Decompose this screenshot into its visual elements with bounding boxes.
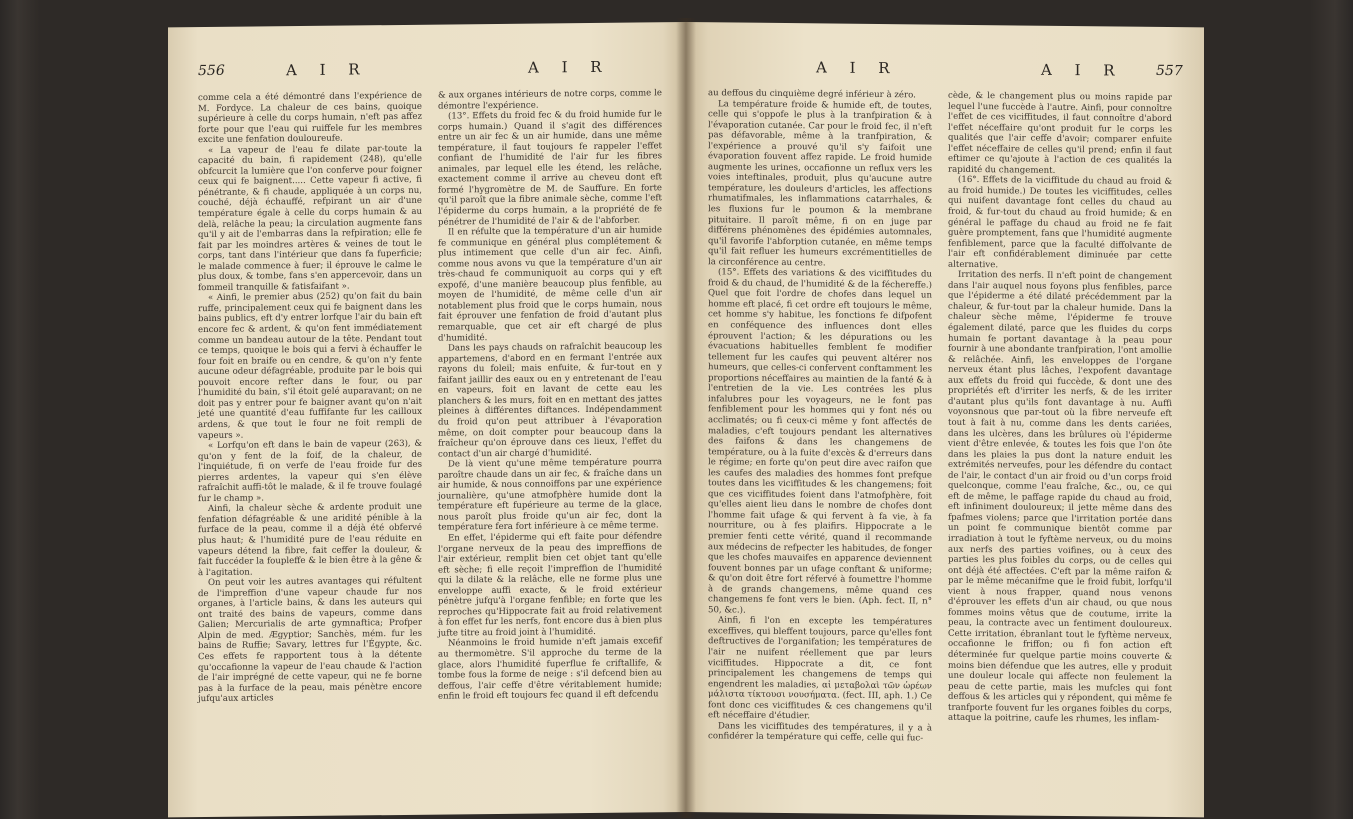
text-column-1 [198,91,422,705]
paragraph: Irritation des nerfs. Il n'eft point de changement dans l'air auquel nous foyons plus fenfibles, parce que l'épiderme a été dilaté précédemment par la chaleur, & fur-tout par la chaleur humide. Dans la chaleur sèche même, l'épiderme fe trouve également dilaté, parce que les fluides du corps humain fe portant davantage à la peau pour fournir à une abondante tranfpiration, l'ont amollie & relâchée. Ainfi, les enveloppes de l'organe nerveux étant plus lâches, l'expofent davantage aux effets du froid qui fuccède, & dont une des propriétés eft d'irriter les nerfs, & de les irriter d'autant plus qu'ils font davantage à nu. Auffi voyonsnous que par-tout où la fibre nerveufe eft tout à fait à nu, comme dans les dents cariées, dans les ulcères, dans les brûlures où l'épiderme vient d'être enlevée, & toutes les fois que l'on ôte dans les plaies la pus dont la nature enduit les extrémités nerveufes, pour les défendre du contact de l'air, le contact d'un air froid ou d'un corps froid quelconque, comme l'eau fraîche, &c., ou, ce qui eft de même, le paffage rapide du chaud au froid, eft infiniment douloureux; il jette même dans des fpafmes violens; parce que l'irritation portée dans un point fe communique bientôt comme par irradiation à tout le fyftème nerveux, ou du moins aux nerfs des parties voifines, ou à ceux des parties les plus foibles du corps, ou de celles qui ont déjà été affectées. C'eft par la même raifon & par le même mécanifme que le froid fubit, lorfqu'il vient à nous frapper, quand nous venons d'éprouver les effets d'un air chaud, ou que nous fommes moins vêtus que de coutume, irrite la peau, la contracte avec un fentiment douloureux. Cette irritation, ébranlant tout le fyftème nerveux, occafionne le friffon; ou fi fon action eft déterminée fur quelque partie moins couverte & moins bien défendue que les autres, elle y produit une douleur locale qui affecte non feulement la peau de cette partie, mais les mufcles qui font deffous & les articles qui y répondent, qui même fe tranfporte fouvent fur les organes foibles du corps, attaque la poitrine, caufe les rhumes, les inflam- [948,270,1172,726]
paragraph: (16°. Effets de la viciffitude du chaud au froid & au froid humide.) De toutes les viciffitudes, celles qui nuifent davantage font celles du chaud au froid, & fur-tout du chaud au froid humide; & en général le paffage du chaud au froid ne fe fait guère promptement, fans que l'humidité augmente fenfiblement, parce que la faculté diffolvante de l'air eft confidérablement diminuée par cette alternative. [948,175,1172,271]
paragraph: Il en réfulte que la température d'un air humide fe communique en général plus complétement & plus intimement que celle d'un air fec. Ainfi, comme nous avons vu que la température d'un air très-chaud fe communiquoit au corps qui y eft expofé, d'une manière beaucoup plus fenfible, au moyen de l'humidité, de même celle d'un air notablement plus froid que le corps humain, nous fait éprouver une fenfation de froid d'autant plus remarquable, que cet air eft chargé de plus d'humidité. [438,225,662,344]
page-number: 556 [198,62,225,80]
paragraph: au deffous du cinquième degré inférieur à zéro. [708,88,916,101]
paragraph: Dans les viciffitudes des températures, il y a à confidérer la température qui ceffe, celle qui fuc- [708,721,932,744]
paragraph: (13°. Effets du froid fec & du froid humide fur le corps humain.) Quand il s'agit des différences entre un air fec & un air humide, dans une même température, il faut toujours fe rappeler l'effet confiant de l'humidité de l'air fur les fibres animales, par lequel elle les étend, les relâche, exactement comme il arrive au cheveu dont eft formé l'hygromètre de M. de Sauffure. En forte qu'il paroît que la fibre animale sèche, comme l'eft l'épiderme du corps humain, a la propriété de fe pénétrer de l'humidité de l'air & de l'abforber. [438,109,662,228]
paragraph: « La vapeur de l'eau fe dilate par-toute la capacité du bain, fi rapidement (248), qu'elle obfcurcit la lumière que l'on conferve pour foigner ceux qui fe baignent..... Cette vapeur fi active, fi pénétrante, & fi chaude, appliquée à un corps nu, couché, déjà échauffé, refpirant un air d'une température égale à celle du corps humain & au delà, relâche la peau; la circulation augmente fans qu'il y ait de l'embarras dans la refpiration; elle fe fait par les moindres artères & veines de tout le corps, tant dans l'intérieur que dans fa fuperficie; le malade commence à fuer; il éprouve le calme le plus doux, & tombe, fans s'en appercevoir, dans un fommeil tranquille & fatisfaifant ». [198,143,422,293]
paragraph: & aux organes intérieurs de notre corps, comme le démontre l'expérience. [438,88,662,112]
paragraph: En effet, l'épiderme qui eft faite pour défendre l'organe nerveux de la peau des impreffions de l'air extérieur, remplit bien cet objet tant qu'elle eft sèche; fi elle reçoit l'impreffion de l'humidité qui la dilate & la relâche, elle ne forme plus une enveloppe auffi exacte, & le froid extérieur pénètre jufqu'à l'organe fenfible; en forte que les reproches qu'Hippocrate fait au froid relativement à fon effet fur les nerfs, font encore dus à bien plus jufte titre au froid joint à l'humidité. [438,531,662,639]
right-page [686,22,1204,817]
paragraph: Ainfi, fi l'on en excepte les températures exceffives, qui bleffent toujours, parce qu'elles font deftructives de l'organifation; les températures de l'air ne nuifent réellement que par leurs viciffitudes. Hippocrate a dit, ce font principalement les changemens de temps qui engendrent les maladies, αἱ μεταβολαὶ τῶν ὡρέων μάλιστα τίκτουσι νουσήματα. (fect. III, aph. 1.) Ce font donc ces viciffitudes & ces changemens qu'il eft néceffaire d'étudier. [708,615,932,722]
paragraph: La température froide & humide eft, de toutes, celle qui s'oppofe le plus à la tranfpiration & à l'évaporation cutanée. Car pour le froid fec, il n'eft pas défavorable, même à la tranfpiration, & l'expérience a prouvé qu'il s'y faifoit une évaporation fouvent affez rapide. Le froid humide augmente les urines, occafionne un reflux vers les voies inteftinales, produit, plus qu'aucune autre température, les douleurs d'articles, les affections rhumatifmales, les inflammations catarrhales, & les fluxions fur le poumon & la membrane pituitaire. Il paroît même, fi on en juge par différens phénomènes des épidémies automnales, qu'il favorife l'abforption cutanée, en même temps qu'il fait refluer les humeurs excrémentitielles de la circonférence au centre. [708,98,932,269]
running-headword-right: A I R [528,57,611,77]
paragraph: « Lorfqu'on eft dans le bain de vapeur (263), & qu'on y fent de la foif, de la chaleur, de l'inquiétude, fi on verfe de l'eau froide fur des pierres ardentes, la vapeur qui s'en élève rafraîchit auffi-tôt le malade, & il fe trouve foulagé fur le champ ». [198,438,422,504]
text-column-1 [708,88,932,744]
paragraph: Néanmoins le froid humide n'eft jamais excefif au thermomètre. S'il approche du terme de la glace, alors l'humidité fuperflue fe criftallife, & tombe fous la forme de neige : s'il defcend bien au deffous, l'air ceffe d'être véritablement humide; enfin le froid eft toujours fec quand il eft defcendu [438,636,662,702]
paragraph: comme cela a été démontré dans l'expérience de M. Fordyce. La chaleur de ces bains, quoique supérieure à celle du corps humain, n'eft pas affez forte pour que l'eau qui ruiffele fur les membres excite une fenfation douloureufe. [198,90,422,146]
running-headword-right: A I R [1041,60,1124,80]
paragraph: De là vient qu'une même température pourra paroître chaude dans un air fec, & fraîche dans un air humide, & nous connoiffons par une expérience journalière, qu'une atmofphère humide dont la température eft fupérieure au terme de la glace, nous paroît plus froide qu'un air fec, dont la température fera fort inférieure à ce même terme. [438,457,662,534]
paragraph: Ainfi, la chaleur sèche & ardente produit une fenfation défagréable & une aridité pénible à la furface de la peau, comme il a déjà été obfervé plus haut; & l'humidité pure de l'eau réduite en vapeurs détend la fibre, fait ceffer la douleur, & fait fuccéder la foupleffe & le bien être à la gêne & à l'agitation. [198,502,422,578]
paragraph: cède, & le changement plus ou moins rapide par lequel l'une fuccède à l'autre. Ainfi, pour connoître l'effet de ces viciffitudes, il faut connoître d'abord l'effet néceffaire qu'ont produit fur le corps les qualités que l'air ceffe d'avoir; comparer enfuite l'effet néceffaire de celles qu'il prend; enfin il faut eftimer ce qu'ajoute à l'action de ces qualités la rapidité du changement. [948,90,1172,176]
text-column-2 [948,91,1172,726]
text-column-2 [438,88,662,702]
paragraph: « Ainfi, le premier abus (252) qu'on fait du bain ruffe, principalement ceux qui fe baignent dans les bains publics, eft d'y entrer lorfque l'air du bain eft encore fec & ardent, & qu'on fent immédiatement comme un bandeau autour de la tête. Pendant tout ce temps, quoique le bois qui a fervi à échauffer le four foit en braife ou en cendre, & qu'on n'y fente aucune odeur défagréable, produite par le bois qui pouvoit encore refter dans le four, ou par l'humidité du bain, s'il étoit gelé auparavant; on ne doit pas y entrer pour fe baigner avant qu'on n'ait jeté une quantité d'eau fuffifante fur les cailloux ardens, & que tout le four ne foit rempli de vapeurs ». [198,291,422,441]
left-page [168,22,686,817]
page-number: 557 [1156,62,1183,80]
running-headword-left: A I R [816,58,899,78]
paragraph: Dans les pays chauds on rafraîchit beaucoup les appartemens, d'abord en en fermant l'entrée aux rayons du foleil; mais enfuite, & fur-tout en y faifant jaillir des eaux ou en y entretenant de l'eau en vapeurs, foit en lavant de cette eau les planchers & les murs, foit en en mettant des jattes pleines à différentes diftances. Indépendamment du froid qu'on peut attribuer à l'évaporation même, on doit compter pour beaucoup dans la fraîcheur qu'on éprouve dans ces lieux, l'effet du contact d'un air chargé d'humidité. [438,341,662,460]
book-gutter [676,18,696,818]
running-headword-left: A I R [286,60,369,80]
paragraph: On peut voir les autres avantages qui réfultent de l'impreffion d'une vapeur chaude fur nos organes, à l'article bains, & dans les auteurs qui ont traité des bains de vapeurs, comme dans Galien; Mercurialis de arte gymnaftica; Profper Alpin de med. Ægyptior; Sanchès, mém. fur les bains de Ruffie; Savary, lettres fur l'Égypte, &c. Ces effets fe rapportent tous à la détente qu'occafionne la vapeur de l'eau chaude & l'action de l'air imprégné de cette vapeur, qui ne fe borne pas à la furface de la peau, mais pénètre encore jufqu'aux articles [198,575,422,705]
paragraph: (15°. Effets des variations & des viciffitudes du froid & du chaud, de l'humidité & de la féchereffe.) Quel que foit l'ordre de chofes dans lequel un homme eft placé, fi cet ordre eft toujours le même, cet homme s'y habitue, les fonctions fe difpofent en conféquence des influences dont elles éprouvent l'action; & les dépurations ou les évacuations habituelles femblent fe modifier tellement fur les caufes qui peuvent altérer nos humeurs, que celles-ci confervent conftamment les proportions néceffaires au maintien de la fanté & à l'entretien de la vie. Les contrées les plus infalubres pour les voyageurs, ne le font pas fenfiblement pour les hommes qui y font nés ou acclimatés; ou fi ceux-ci même y font affectés de maladies, c'eft toujours pendant les alternatives des faifons & dans les changemens de température, ou à la fuite d'excès & d'erreurs dans le régime; en forte qu'on peut dire avec raifon que les caufes des maladies des hommes font prefque toutes dans les viciffitudes & les changemens; foit que ces viciffitudes foient dans l'atmofphère, foit qu'elles aient lieu dans le nombre de chofes dont l'homme fait ufage & qui fervent à fa vie, à fa nourriture, ou à fes plaifirs. Hippocrate a le premier fenti cette vérité, quand il recommande aux médecins de refpecter les habitudes, de fonger que les chofes mauvaifes en apparence deviennent fouvent bonnes par un ufage conftant & uniforme; & qu'on doit être fort réfervé à foumettre l'homme à de grands changemens, même quand ces changemens fe font vers le bien. (Aph. fect. II, n° 50, &c.). [708,267,933,616]
